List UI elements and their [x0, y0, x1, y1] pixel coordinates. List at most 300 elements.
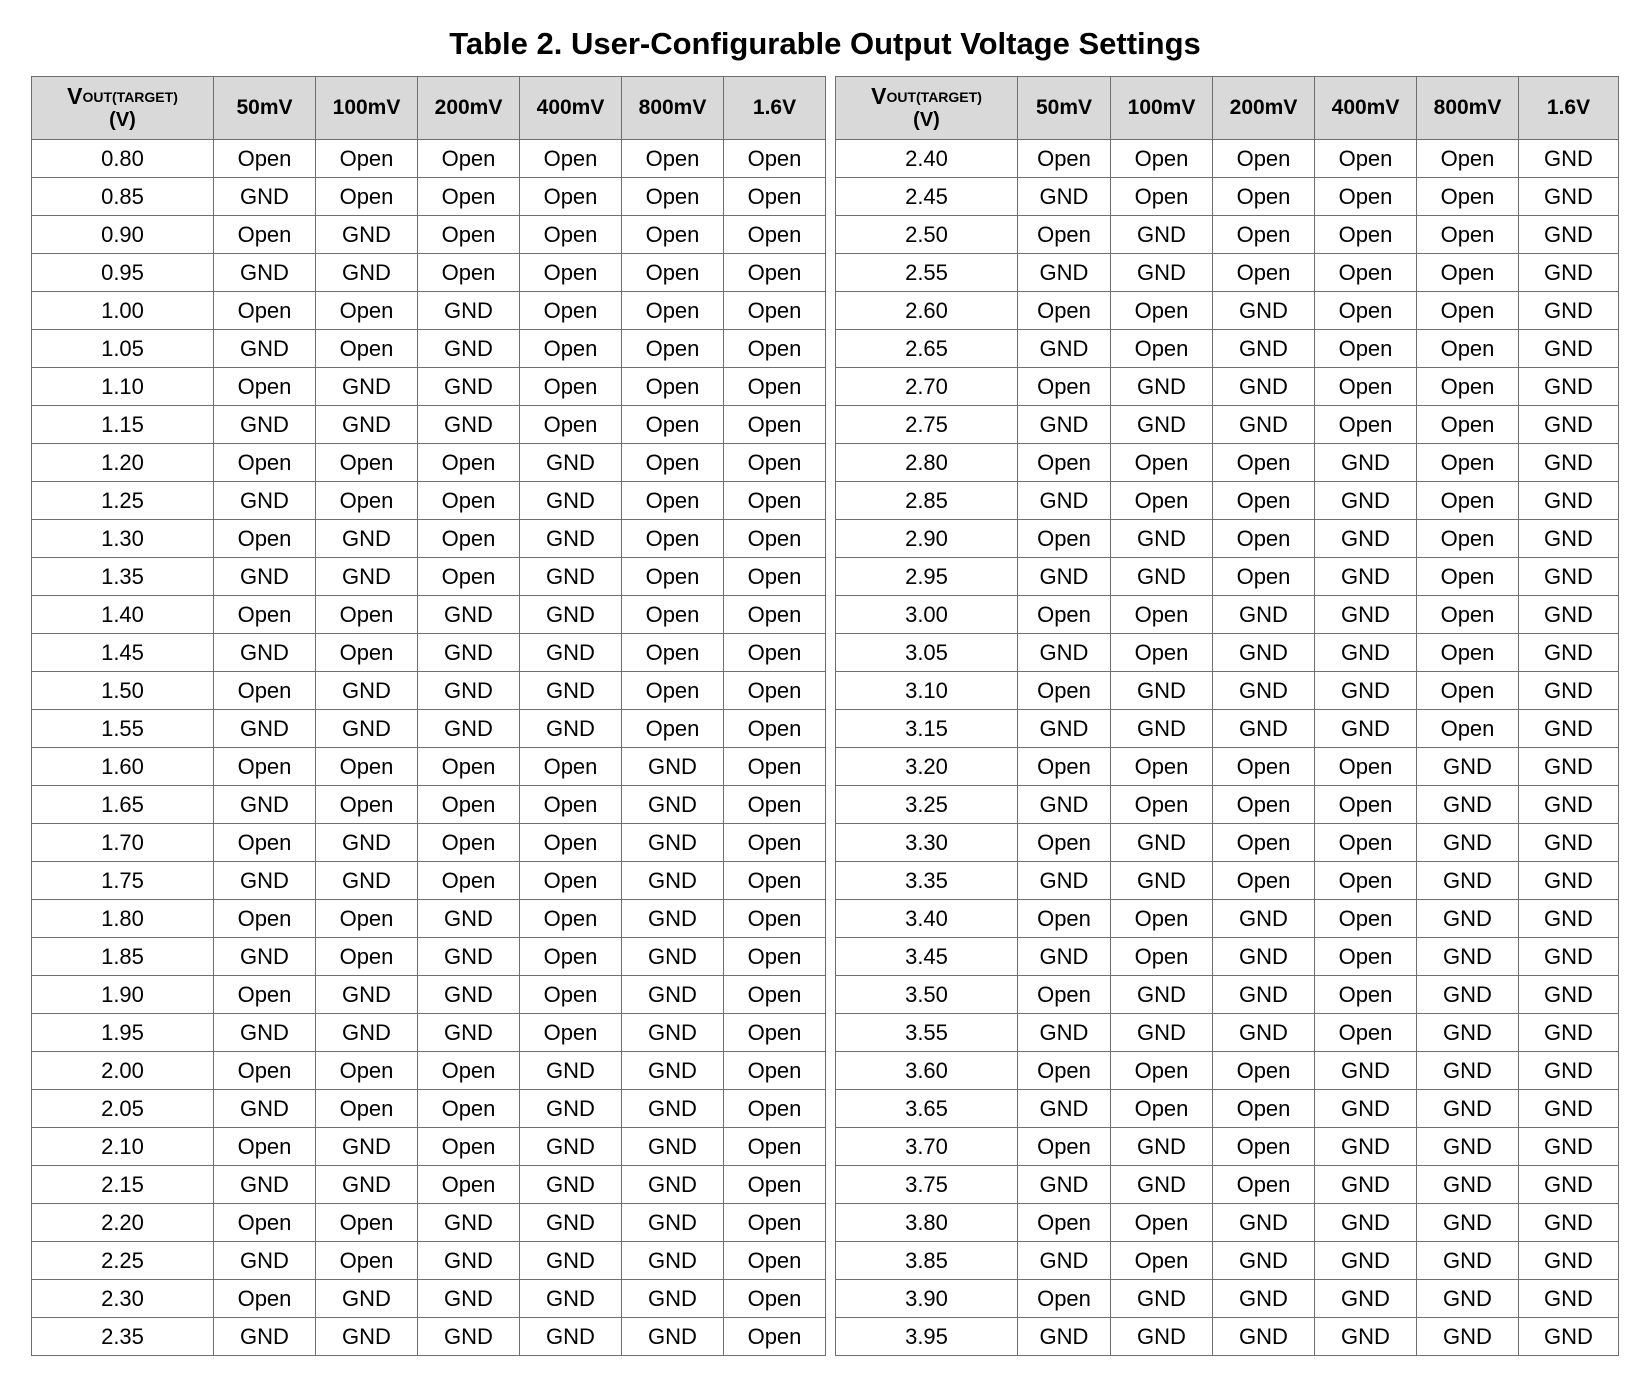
pin-setting-cell: GND	[1417, 824, 1519, 862]
vout-cell: 1.85	[32, 938, 214, 976]
pin-setting-cell: GND	[214, 938, 316, 976]
pin-setting-cell: GND	[1519, 862, 1619, 900]
pin-setting-cell: Open	[622, 330, 724, 368]
pin-setting-cell: GND	[316, 520, 418, 558]
vout-cell: 1.65	[32, 786, 214, 824]
pin-setting-cell: Open	[1213, 140, 1315, 178]
pin-setting-cell: Open	[1111, 330, 1213, 368]
pin-setting-cell: Open	[724, 368, 826, 406]
vout-main: V	[871, 83, 887, 109]
pin-setting-cell: Open	[520, 976, 622, 1014]
pin-setting-cell: GND	[622, 786, 724, 824]
pin-setting-cell: GND	[520, 520, 622, 558]
pin-setting-cell: GND	[214, 1090, 316, 1128]
pin-setting-cell: GND	[1018, 634, 1111, 672]
table-row	[32, 406, 1619, 444]
pin-setting-cell: Open	[1111, 634, 1213, 672]
pin-setting-cell: Open	[418, 824, 520, 862]
vout-target-header-right	[836, 77, 1018, 140]
pin-setting-cell: GND	[1519, 938, 1619, 976]
pin-setting-cell: Open	[316, 178, 418, 216]
pin-setting-cell: Open	[1111, 938, 1213, 976]
pin-setting-cell: Open	[724, 634, 826, 672]
pin-setting-cell: Open	[1111, 596, 1213, 634]
pin-setting-cell: Open	[418, 178, 520, 216]
pin-setting-cell: GND	[1018, 330, 1111, 368]
column-separator	[826, 216, 836, 254]
pin-setting-cell: GND	[316, 862, 418, 900]
pin-setting-cell: Open	[1417, 558, 1519, 596]
vout-cell: 1.95	[32, 1014, 214, 1052]
column-separator	[826, 862, 836, 900]
pin-setting-cell: GND	[622, 938, 724, 976]
column-separator	[826, 710, 836, 748]
pin-setting-cell: GND	[1519, 672, 1619, 710]
vout-cell: 2.25	[32, 1242, 214, 1280]
pin-setting-cell: GND	[1417, 900, 1519, 938]
pin-setting-cell: Open	[622, 178, 724, 216]
column-separator	[826, 1014, 836, 1052]
column-separator	[826, 1166, 836, 1204]
pin-setting-cell: GND	[418, 900, 520, 938]
pin-setting-cell: GND	[316, 254, 418, 292]
col-header-50mv-left: 50mV	[214, 77, 316, 140]
pin-setting-cell: GND	[622, 900, 724, 938]
pin-setting-cell: Open	[1315, 292, 1417, 330]
pin-setting-cell: Open	[520, 178, 622, 216]
pin-setting-cell: Open	[1111, 786, 1213, 824]
pin-setting-cell: Open	[316, 1090, 418, 1128]
pin-setting-cell: GND	[316, 216, 418, 254]
vout-cell: 3.35	[836, 862, 1018, 900]
pin-setting-cell: GND	[214, 558, 316, 596]
pin-setting-cell: GND	[1417, 1166, 1519, 1204]
pin-setting-cell: Open	[214, 824, 316, 862]
vout-cell: 2.60	[836, 292, 1018, 330]
pin-setting-cell: GND	[1315, 1166, 1417, 1204]
pin-setting-cell: GND	[1519, 140, 1619, 178]
table-row	[32, 520, 1619, 558]
pin-setting-cell: GND	[316, 558, 418, 596]
vout-cell: 1.05	[32, 330, 214, 368]
pin-setting-cell: GND	[1018, 254, 1111, 292]
table-row	[32, 1052, 1619, 1090]
pin-setting-cell: Open	[316, 596, 418, 634]
pin-setting-cell: Open	[1213, 254, 1315, 292]
pin-setting-cell: GND	[1519, 1128, 1619, 1166]
column-separator	[826, 1318, 836, 1356]
pin-setting-cell: GND	[1018, 482, 1111, 520]
pin-setting-cell: GND	[1111, 710, 1213, 748]
vout-cell: 2.85	[836, 482, 1018, 520]
pin-setting-cell: Open	[724, 140, 826, 178]
pin-setting-cell: Open	[622, 368, 724, 406]
pin-setting-cell: GND	[418, 1014, 520, 1052]
pin-setting-cell: GND	[418, 1204, 520, 1242]
vout-cell: 2.45	[836, 178, 1018, 216]
pin-setting-cell: Open	[1111, 1052, 1213, 1090]
pin-setting-cell: GND	[1315, 710, 1417, 748]
pin-setting-cell: GND	[622, 824, 724, 862]
pin-setting-cell: Open	[1018, 1052, 1111, 1090]
vout-unit: (V)	[109, 109, 136, 131]
pin-setting-cell: GND	[1519, 634, 1619, 672]
pin-setting-cell: GND	[1213, 710, 1315, 748]
pin-setting-cell: Open	[1018, 672, 1111, 710]
pin-setting-cell: Open	[214, 748, 316, 786]
vout-cell: 1.25	[32, 482, 214, 520]
vout-cell: 1.60	[32, 748, 214, 786]
pin-setting-cell: GND	[1018, 406, 1111, 444]
vout-cell: 1.90	[32, 976, 214, 1014]
pin-setting-cell: GND	[1315, 1280, 1417, 1318]
pin-setting-cell: Open	[724, 444, 826, 482]
table-row	[32, 1166, 1619, 1204]
column-separator	[826, 786, 836, 824]
table-row	[32, 330, 1619, 368]
pin-setting-cell: Open	[1315, 900, 1417, 938]
pin-setting-cell: GND	[316, 976, 418, 1014]
vout-cell: 3.50	[836, 976, 1018, 1014]
column-separator	[826, 254, 836, 292]
pin-setting-cell: Open	[520, 406, 622, 444]
pin-setting-cell: Open	[418, 216, 520, 254]
pin-setting-cell: Open	[1417, 368, 1519, 406]
pin-setting-cell: Open	[724, 938, 826, 976]
col-header-400mv-left: 400mV	[520, 77, 622, 140]
vout-cell: 1.70	[32, 824, 214, 862]
vout-sub: OUT(TARGET)	[886, 89, 982, 105]
pin-setting-cell: Open	[418, 444, 520, 482]
pin-setting-cell: Open	[1417, 634, 1519, 672]
pin-setting-cell: Open	[418, 482, 520, 520]
pin-setting-cell: GND	[1018, 178, 1111, 216]
pin-setting-cell: Open	[1111, 482, 1213, 520]
col-header-200mv-right: 200mV	[1213, 77, 1315, 140]
pin-setting-cell: GND	[214, 634, 316, 672]
table-row	[32, 672, 1619, 710]
pin-setting-cell: Open	[724, 1090, 826, 1128]
pin-setting-cell: Open	[1213, 1128, 1315, 1166]
pin-setting-cell: Open	[520, 786, 622, 824]
pin-setting-cell: GND	[214, 786, 316, 824]
pin-setting-cell: GND	[1417, 1014, 1519, 1052]
vout-cell: 1.00	[32, 292, 214, 330]
col-header-100mv-left: 100mV	[316, 77, 418, 140]
pin-setting-cell: Open	[418, 1052, 520, 1090]
pin-setting-cell: GND	[1417, 786, 1519, 824]
column-separator	[826, 1052, 836, 1090]
pin-setting-cell: Open	[724, 292, 826, 330]
pin-setting-cell: Open	[1018, 1128, 1111, 1166]
pin-setting-cell: GND	[418, 330, 520, 368]
column-separator	[826, 444, 836, 482]
pin-setting-cell: Open	[724, 900, 826, 938]
pin-setting-cell: GND	[1018, 558, 1111, 596]
pin-setting-cell: Open	[1018, 976, 1111, 1014]
pin-setting-cell: Open	[214, 1204, 316, 1242]
column-separator	[826, 1204, 836, 1242]
pin-setting-cell: GND	[1519, 368, 1619, 406]
column-separator	[826, 1242, 836, 1280]
vout-cell: 3.15	[836, 710, 1018, 748]
pin-setting-cell: GND	[214, 1166, 316, 1204]
pin-setting-cell: Open	[724, 1242, 826, 1280]
vout-cell: 0.90	[32, 216, 214, 254]
pin-setting-cell: Open	[622, 140, 724, 178]
pin-setting-cell: Open	[724, 520, 826, 558]
pin-setting-cell: GND	[1315, 634, 1417, 672]
pin-setting-cell: Open	[1315, 330, 1417, 368]
pin-setting-cell: GND	[1519, 1280, 1619, 1318]
pin-setting-cell: GND	[1519, 976, 1619, 1014]
vout-cell: 2.30	[32, 1280, 214, 1318]
pin-setting-cell: GND	[1519, 1014, 1619, 1052]
pin-setting-cell: GND	[418, 976, 520, 1014]
vout-cell: 2.05	[32, 1090, 214, 1128]
vout-cell: 2.55	[836, 254, 1018, 292]
vout-cell: 2.40	[836, 140, 1018, 178]
pin-setting-cell: GND	[622, 1166, 724, 1204]
pin-setting-cell: GND	[1417, 938, 1519, 976]
pin-setting-cell: Open	[418, 862, 520, 900]
table-row	[32, 824, 1619, 862]
pin-setting-cell: GND	[520, 482, 622, 520]
pin-setting-cell: GND	[1111, 672, 1213, 710]
table-row	[32, 1128, 1619, 1166]
pin-setting-cell: GND	[622, 1280, 724, 1318]
column-separator	[826, 1280, 836, 1318]
pin-setting-cell: Open	[418, 520, 520, 558]
pin-setting-cell: Open	[622, 520, 724, 558]
vout-cell: 2.00	[32, 1052, 214, 1090]
column-separator	[826, 1128, 836, 1166]
column-separator	[826, 140, 836, 178]
pin-setting-cell: Open	[1213, 482, 1315, 520]
pin-setting-cell: Open	[520, 216, 622, 254]
pin-setting-cell: GND	[1213, 596, 1315, 634]
pin-setting-cell: Open	[1417, 140, 1519, 178]
pin-setting-cell: GND	[1213, 1204, 1315, 1242]
pin-setting-cell: GND	[1417, 1052, 1519, 1090]
pin-setting-cell: GND	[1018, 862, 1111, 900]
column-separator	[826, 824, 836, 862]
vout-cell: 2.50	[836, 216, 1018, 254]
pin-setting-cell: Open	[1315, 368, 1417, 406]
column-separator	[826, 368, 836, 406]
vout-cell: 3.05	[836, 634, 1018, 672]
column-separator	[826, 482, 836, 520]
pin-setting-cell: Open	[724, 748, 826, 786]
vout-cell: 3.20	[836, 748, 1018, 786]
pin-setting-cell: GND	[1519, 178, 1619, 216]
pin-setting-cell: Open	[1417, 406, 1519, 444]
pin-setting-cell: Open	[1213, 1090, 1315, 1128]
table-row	[32, 178, 1619, 216]
pin-setting-cell: GND	[1519, 330, 1619, 368]
vout-cell: 2.20	[32, 1204, 214, 1242]
pin-setting-cell: Open	[622, 292, 724, 330]
pin-setting-cell: Open	[1111, 748, 1213, 786]
pin-setting-cell: GND	[316, 1128, 418, 1166]
pin-setting-cell: Open	[1111, 178, 1213, 216]
pin-setting-cell: Open	[724, 482, 826, 520]
pin-setting-cell: Open	[214, 520, 316, 558]
pin-setting-cell: GND	[1111, 976, 1213, 1014]
pin-setting-cell: GND	[214, 862, 316, 900]
pin-setting-cell: Open	[724, 1014, 826, 1052]
pin-setting-cell: Open	[214, 976, 316, 1014]
pin-setting-cell: Open	[1315, 254, 1417, 292]
vout-cell: 3.80	[836, 1204, 1018, 1242]
pin-setting-cell: Open	[622, 406, 724, 444]
vout-cell: 3.00	[836, 596, 1018, 634]
vout-cell: 3.25	[836, 786, 1018, 824]
pin-setting-cell: Open	[1315, 938, 1417, 976]
pin-setting-cell: GND	[1417, 1090, 1519, 1128]
pin-setting-cell: Open	[418, 748, 520, 786]
table-body	[32, 140, 1619, 1356]
pin-setting-cell: GND	[1417, 1280, 1519, 1318]
table-row	[32, 368, 1619, 406]
pin-setting-cell: GND	[316, 824, 418, 862]
pin-setting-cell: GND	[622, 1242, 724, 1280]
pin-setting-cell: Open	[1111, 444, 1213, 482]
table-row	[32, 1204, 1619, 1242]
pin-setting-cell: GND	[1111, 862, 1213, 900]
pin-setting-cell: Open	[1315, 786, 1417, 824]
pin-setting-cell: GND	[1213, 1242, 1315, 1280]
column-separator	[826, 520, 836, 558]
pin-setting-cell: GND	[622, 976, 724, 1014]
pin-setting-cell: GND	[1213, 672, 1315, 710]
pin-setting-cell: GND	[214, 254, 316, 292]
vout-cell: 3.95	[836, 1318, 1018, 1356]
pin-setting-cell: Open	[724, 178, 826, 216]
pin-setting-cell: GND	[214, 482, 316, 520]
pin-setting-cell: GND	[418, 406, 520, 444]
column-separator	[826, 178, 836, 216]
vout-cell: 3.65	[836, 1090, 1018, 1128]
pin-setting-cell: Open	[1018, 748, 1111, 786]
pin-setting-cell: Open	[1018, 368, 1111, 406]
pin-setting-cell: GND	[1111, 520, 1213, 558]
pin-setting-cell: Open	[1213, 824, 1315, 862]
pin-setting-cell: GND	[418, 292, 520, 330]
pin-setting-cell: Open	[214, 216, 316, 254]
column-separator	[826, 292, 836, 330]
vout-cell: 2.70	[836, 368, 1018, 406]
pin-setting-cell: Open	[724, 1204, 826, 1242]
pin-setting-cell: GND	[1213, 1280, 1315, 1318]
pin-setting-cell: Open	[1417, 482, 1519, 520]
pin-setting-cell: GND	[418, 710, 520, 748]
pin-setting-cell: GND	[214, 1242, 316, 1280]
vout-cell: 2.75	[836, 406, 1018, 444]
table-row	[32, 1280, 1619, 1318]
pin-setting-cell: GND	[418, 634, 520, 672]
pin-setting-cell: Open	[418, 1166, 520, 1204]
pin-setting-cell: Open	[520, 824, 622, 862]
pin-setting-cell: Open	[1018, 216, 1111, 254]
pin-setting-cell: Open	[724, 558, 826, 596]
pin-setting-cell: Open	[1315, 140, 1417, 178]
pin-setting-cell: Open	[724, 330, 826, 368]
pin-setting-cell: Open	[622, 634, 724, 672]
pin-setting-cell: GND	[418, 1318, 520, 1356]
column-separator	[826, 938, 836, 976]
pin-setting-cell: GND	[1315, 482, 1417, 520]
pin-setting-cell: GND	[1213, 368, 1315, 406]
pin-setting-cell: Open	[724, 976, 826, 1014]
pin-setting-cell: Open	[1417, 444, 1519, 482]
pin-setting-cell: GND	[520, 634, 622, 672]
pin-setting-cell: GND	[520, 1204, 622, 1242]
table-row	[32, 786, 1619, 824]
pin-setting-cell: GND	[622, 1128, 724, 1166]
column-separator	[826, 1090, 836, 1128]
pin-setting-cell: GND	[1213, 406, 1315, 444]
table-row	[32, 558, 1619, 596]
pin-setting-cell: Open	[418, 254, 520, 292]
vout-cell: 3.45	[836, 938, 1018, 976]
pin-setting-cell: Open	[520, 254, 622, 292]
column-separator	[826, 558, 836, 596]
pin-setting-cell: Open	[1111, 140, 1213, 178]
pin-setting-cell: GND	[1519, 710, 1619, 748]
pin-setting-cell: GND	[1315, 1052, 1417, 1090]
pin-setting-cell: Open	[724, 672, 826, 710]
pin-setting-cell: Open	[1315, 406, 1417, 444]
vout-cell: 3.75	[836, 1166, 1018, 1204]
pin-setting-cell: Open	[1018, 1204, 1111, 1242]
pin-setting-cell: Open	[418, 140, 520, 178]
pin-setting-cell: GND	[1519, 292, 1619, 330]
column-separator	[826, 406, 836, 444]
pin-setting-cell: GND	[520, 558, 622, 596]
pin-setting-cell: Open	[214, 1128, 316, 1166]
pin-setting-cell: GND	[1417, 748, 1519, 786]
pin-setting-cell: Open	[316, 482, 418, 520]
pin-setting-cell: GND	[520, 1280, 622, 1318]
pin-setting-cell: GND	[1519, 596, 1619, 634]
vout-cell: 1.75	[32, 862, 214, 900]
table-row	[32, 862, 1619, 900]
pin-setting-cell: Open	[1213, 216, 1315, 254]
pin-setting-cell: GND	[1018, 1090, 1111, 1128]
pin-setting-cell: GND	[1213, 330, 1315, 368]
vout-cell: 3.85	[836, 1242, 1018, 1280]
pin-setting-cell: GND	[622, 1204, 724, 1242]
pin-setting-cell: Open	[724, 862, 826, 900]
pin-setting-cell: Open	[316, 634, 418, 672]
pin-setting-cell: GND	[1213, 1318, 1315, 1356]
pin-setting-cell: Open	[1417, 178, 1519, 216]
vout-cell: 2.80	[836, 444, 1018, 482]
pin-setting-cell: GND	[1519, 558, 1619, 596]
pin-setting-cell: GND	[1417, 1204, 1519, 1242]
pin-setting-cell: Open	[1315, 1014, 1417, 1052]
pin-setting-cell: Open	[622, 558, 724, 596]
pin-setting-cell: GND	[1519, 444, 1619, 482]
col-header-800mv-right: 800mV	[1417, 77, 1519, 140]
pin-setting-cell: Open	[622, 596, 724, 634]
pin-setting-cell: GND	[1111, 824, 1213, 862]
table-row	[32, 1318, 1619, 1356]
pin-setting-cell: GND	[622, 1318, 724, 1356]
table-row	[32, 1014, 1619, 1052]
pin-setting-cell: Open	[520, 292, 622, 330]
